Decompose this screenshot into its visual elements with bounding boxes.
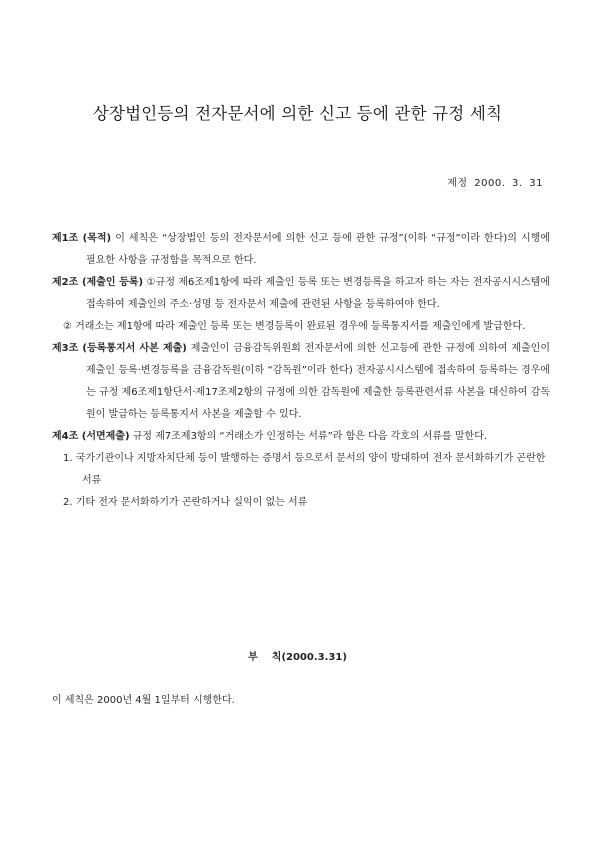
article-4-item-2: 2. 기타 전자 문서화하기가 곤란하거나 실익이 없는 서류 bbox=[63, 497, 308, 508]
article-4-heading: 제4조 (서면제출) bbox=[52, 431, 130, 442]
article-2-paragraph-2: ② 거래소는 제1항에 따라 제출인 등록 또는 변경등록이 완료된 경우에 등록통지서를 제출인에게 발급한다. bbox=[63, 321, 526, 332]
article-1 bbox=[52, 228, 550, 272]
article-3-text: 제출인이 금융감독위원회 전자문서에 의한 신고등에 관한 규정에 의하여 제출인이 제출인 등록·변경등록을 금융감독원(이하 “감독원”이라 한다) 전자공시시스템에 접속하여 등록하는 경우에는 규정 제6조제1항단서·제17조제2항의 규정에 의한 감독원에 제출한 등록관련서류 사본을 대신하여 감독원이 발급하는 등록통지서 사본을 제출할 수 있다. bbox=[86, 343, 550, 420]
article-2-heading: 제2조 (제출인 등록) bbox=[52, 277, 144, 288]
article-3 bbox=[52, 338, 550, 426]
article-4-item-1: 1. 국가기관이나 지방자치단체 등이 발행하는 증명서 등으로서 문서의 양이 방대하여 전자 문서화하기가 곤란한 서류 bbox=[63, 453, 546, 486]
appendix-text: 이 세칙은 2000년 4월 1일부터 시행한다. bbox=[52, 695, 235, 706]
appendix-heading bbox=[0, 648, 595, 663]
enactment-date: 제정 2000. 3. 31 bbox=[447, 178, 543, 189]
articles-body bbox=[52, 228, 550, 514]
article-2-text: ①규정 제6조제1항에 따라 제출인 등록 또는 변경등록을 하고자 하는 자는 전자공시시스템에 접속하여 제출인의 주소·성명 등 전자문서 제출에 관련된 사항을 등록하여야 한다. bbox=[86, 277, 551, 310]
article-4-text: 규정 제7조제3항의 “거래소가 인정하는 서류”라 함은 다음 각호의 서류를 말한다. bbox=[129, 431, 488, 442]
article-1-text: 이 세칙은 “상장법인 등의 전자문서에 의한 신고 등에 관한 규정”(이하 “규정”이라 한다)의 시행에 필요한 사항을 규정함을 목적으로 한다. bbox=[86, 233, 550, 266]
appendix-label-bu: 부 bbox=[248, 652, 258, 663]
article-3-heading: 제3조 (등록통지서 사본 제출) bbox=[52, 343, 187, 354]
article-2 bbox=[52, 272, 550, 316]
appendix-label-chik: 칙(2000.3.31) bbox=[271, 652, 347, 663]
document-title: 상장법인등의 전자문서에 의한 신고 등에 관한 규정 세칙 bbox=[92, 104, 503, 123]
article-4 bbox=[52, 426, 550, 448]
article-1-heading: 제1조 (목적) bbox=[52, 233, 112, 244]
